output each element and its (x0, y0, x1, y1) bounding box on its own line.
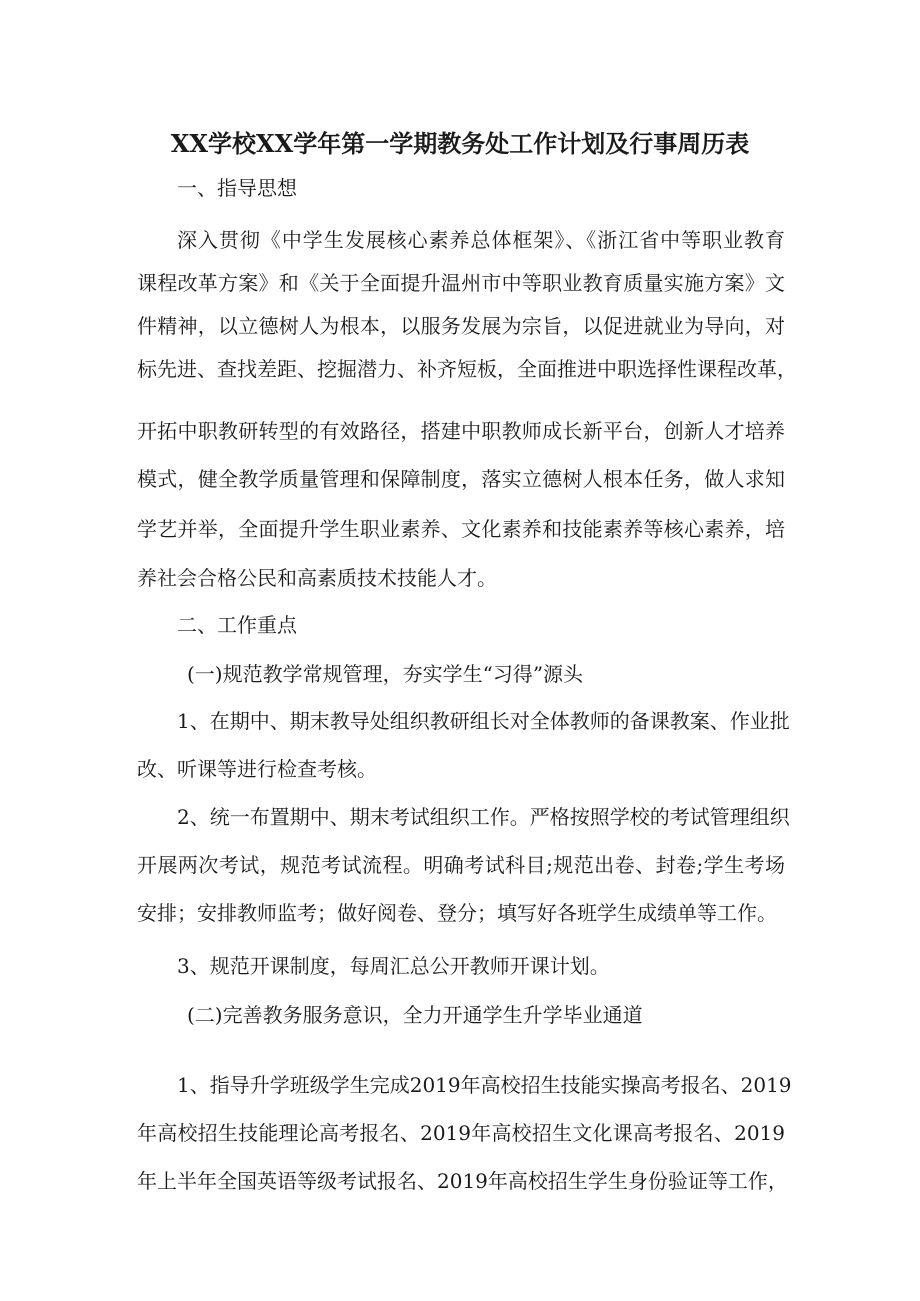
paragraph-line: 开展两次考试，规范考试流程。明确考试科目;规范出卷、封卷;学生考场 (137, 853, 785, 877)
paragraph-line: 开拓中职教研转型的有效路径，搭建中职教师成长新平台，创新人才培养 (137, 419, 785, 443)
paragraph-line: 2、统一布置期中、期末考试组织工作。严格按照学校的考试管理组织 (177, 805, 790, 829)
section-heading-work-focus: 二、工作重点 (177, 613, 297, 637)
subsection-heading-teaching-management: (一)规范教学常规管理，夯实学生“习得”源头 (187, 662, 584, 686)
section-heading-guiding-ideology: 一、指导思想 (177, 176, 297, 200)
paragraph-line: 课程改革方案》和《关于全面提升温州市中等职业教育质量实施方案》文 (137, 271, 785, 295)
paragraph-line: 件精神，以立德树人为根本，以服务发展为宗旨，以促进就业为导向，对 (137, 314, 785, 338)
paragraph-line: 养社会合格公民和高素质技术技能人才。 (137, 566, 497, 590)
paragraph-line: 模式，健全教学质量管理和保障制度，落实立德树人根本任务，做人求知 (137, 467, 785, 491)
subsection-heading-educational-services: (二)完善教务服务意识，全力开通学生升学毕业通道 (187, 1003, 643, 1027)
paragraph-line: 1、指导升学班级学生完成2019年高校招生技能实操高考报名、2019 (177, 1073, 792, 1097)
document-title: XX学校XX学年第一学期教务处工作计划及行事周历表 (170, 129, 750, 158)
paragraph-line: 年高校招生技能理论高考报名、2019年高校招生文化课高考报名、2019 (137, 1121, 785, 1145)
paragraph-line: 深入贯彻《中学生发展核心素养总体框架》、《浙江省中等职业教育 (177, 228, 785, 252)
paragraph-line: 年上半年全国英语等级考试报名、2019年高校招生学生身份验证等工作， (137, 1169, 788, 1193)
paragraph-line: 学艺并举，全面提升学生职业素养、文化素养和技能素养等核心素养，培 (137, 517, 785, 541)
paragraph-line: 改、听课等进行检查考核。 (137, 757, 377, 781)
paragraph-line: 1、在期中、期末教导处组织教研组长对全体教师的备课教案、作业批 (177, 709, 790, 733)
paragraph-line: 安排；安排教师监考；做好阅卷、登分；填写好各班学生成绩单等工作。 (137, 901, 777, 925)
paragraph-line: 3、规范开课制度，每周汇总公开教师开课计划。 (177, 954, 610, 978)
paragraph-line: 标先进、查找差距、挖掘潜力、补齐短板，全面推进中职选择性课程改革， (137, 357, 797, 381)
